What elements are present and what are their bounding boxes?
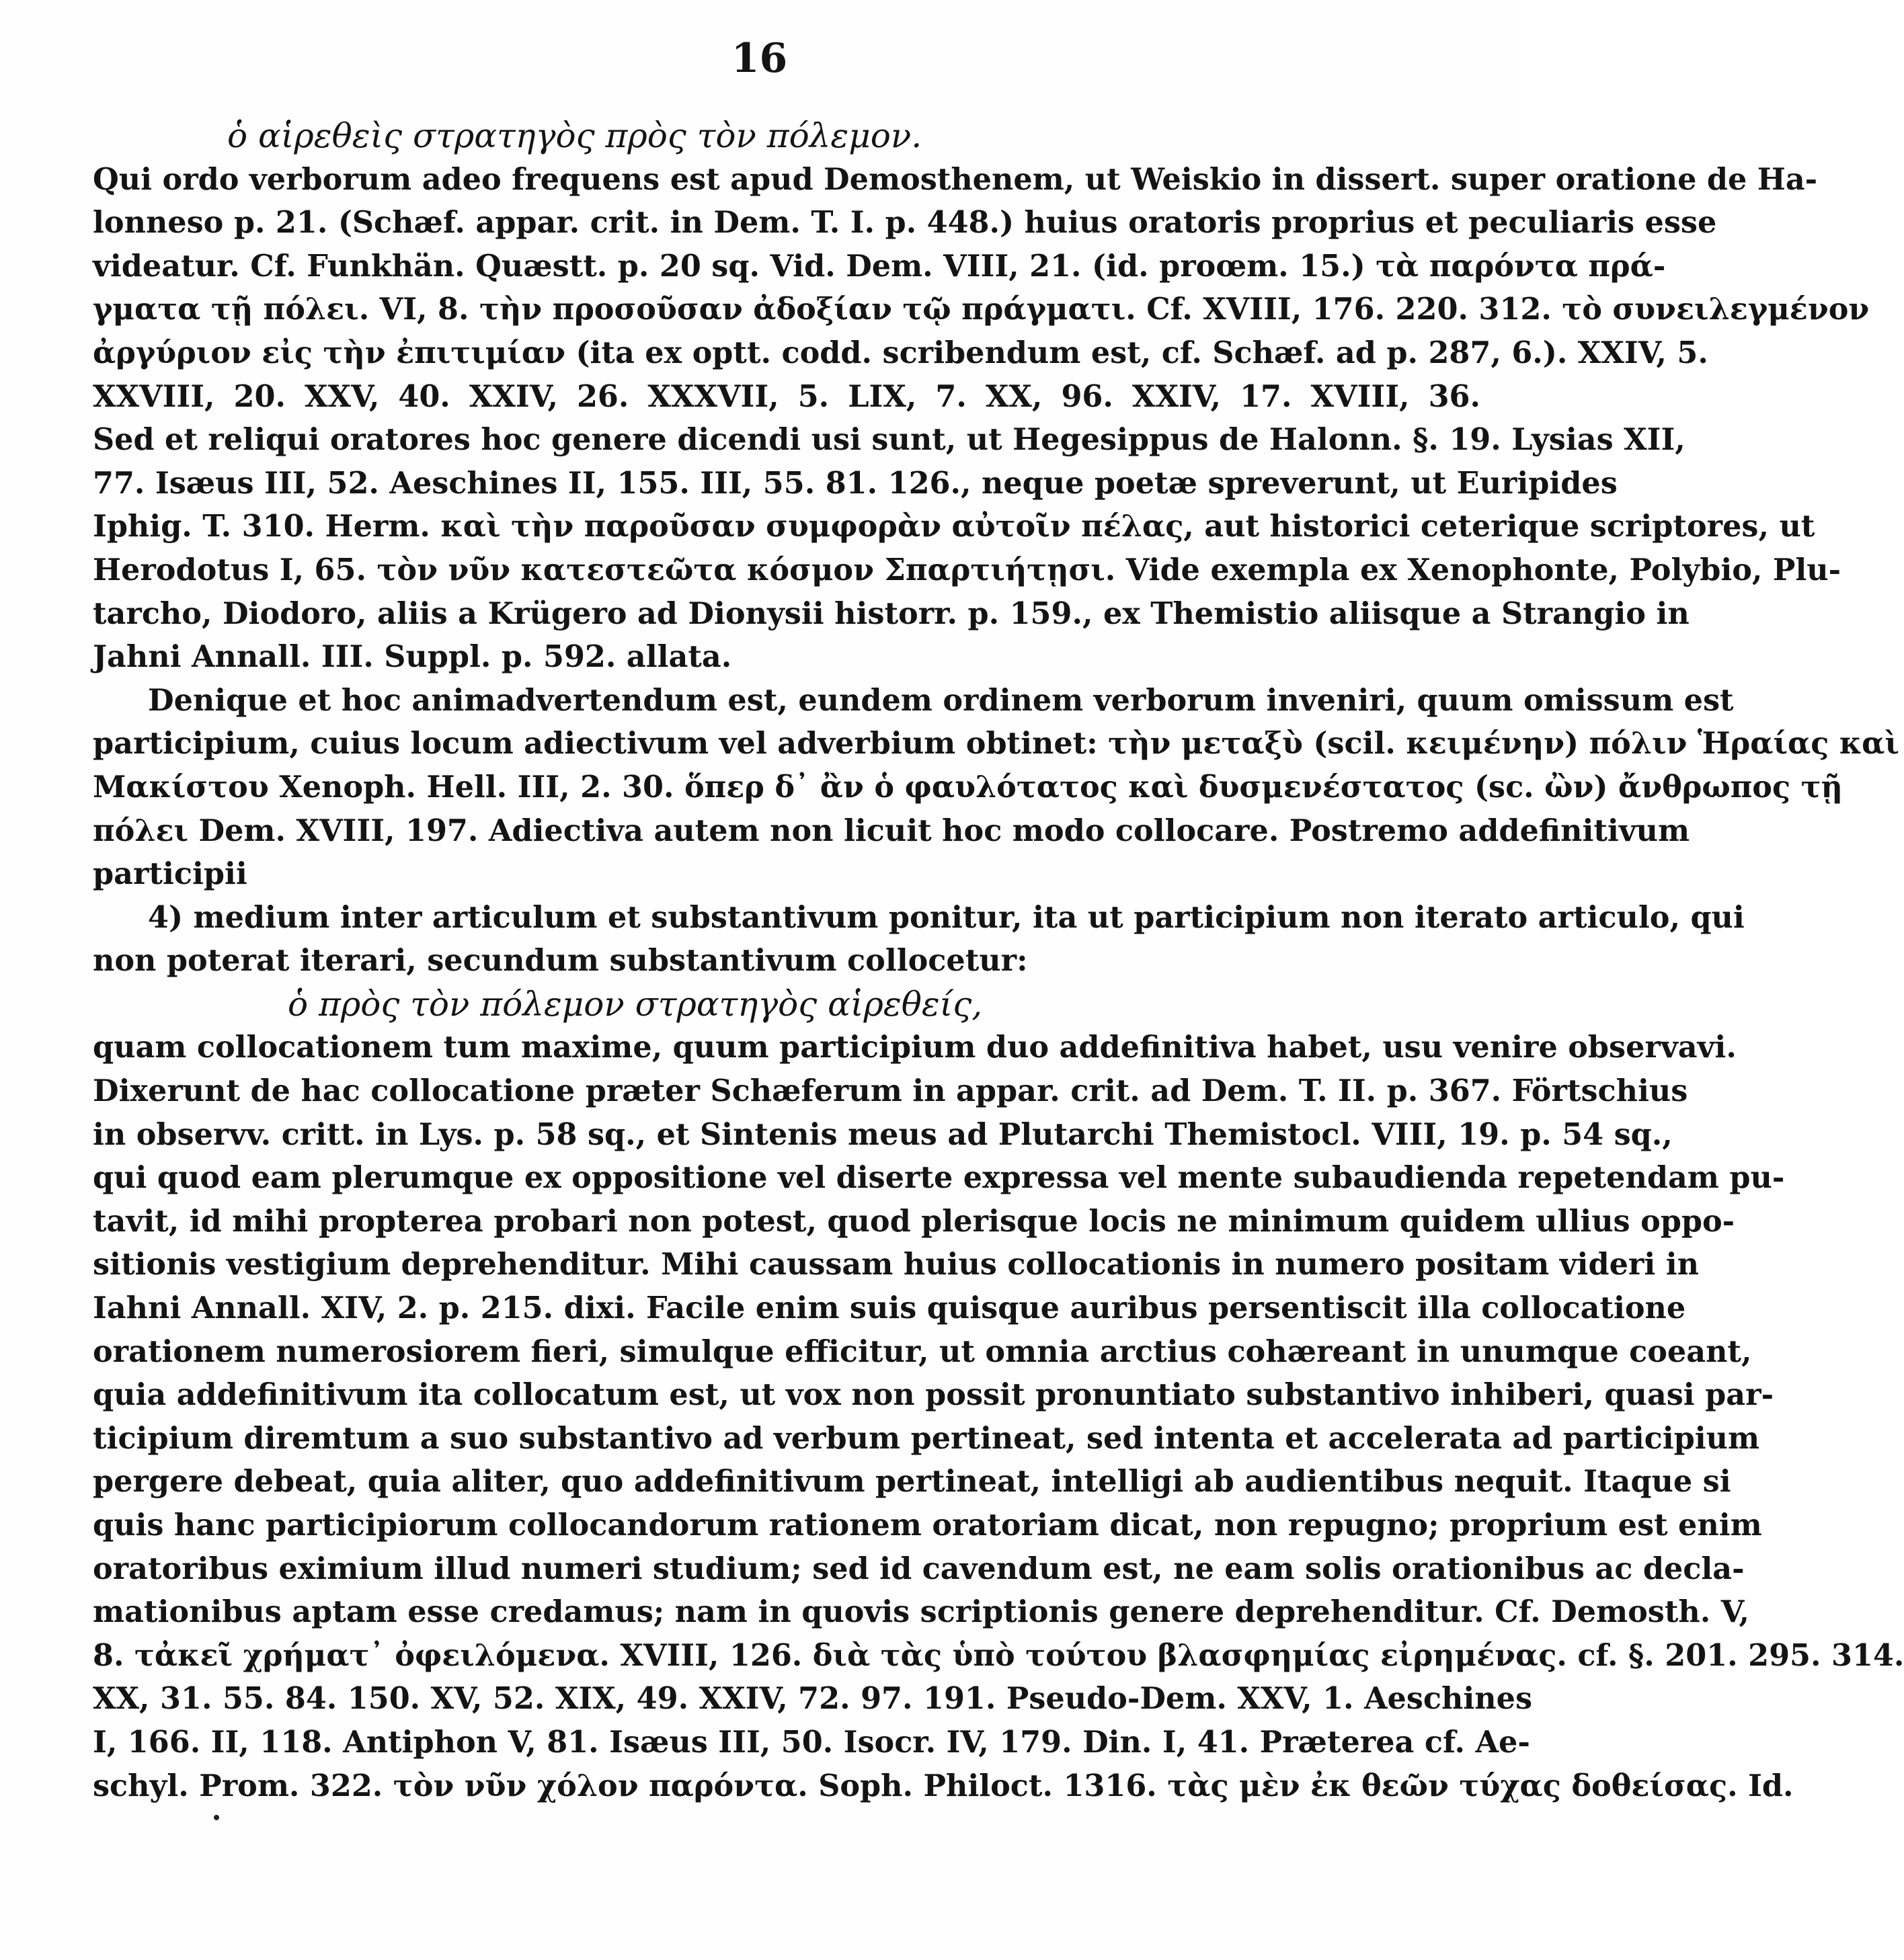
- text-line: sitionis vestigium deprehenditur. Mihi caussam huius collocationis in numero positam videri in: [93, 1247, 1699, 1282]
- text-line: ὁ αἱρεθεὶς στρατηγὸς πρὸς τὸν πόλεμον.: [227, 116, 922, 155]
- text-line: ticipium diremtum a suo substantivo ad verbum pertineat, sed intenta et accelerata ad participium: [93, 1420, 1760, 1456]
- ink-dot: [214, 1815, 219, 1820]
- text-line: γματα τῇ πόλει. VI, 8. τὴν προσοῦσαν ἀδοξίαν τῷ πράγματι. Cf. XVIII, 176. 220. 312. τὸ συνειλεγμένον: [93, 292, 1870, 327]
- text-line: non poterat iterari, secundum substantivum collocetur:: [93, 943, 1028, 979]
- text-line: pergere debeat, quia aliter, quo addefinitivum pertineat, intelligi ab audientibus nequit. Itaque si: [93, 1464, 1731, 1500]
- text-line: participium, cuius locum adiectivum vel adverbium obtinet: τὴν μεταξὺ (scil. κειμένην) πόλιν Ἡραίας καὶ: [93, 726, 1899, 762]
- text-line: videatur. Cf. Funkhän. Quæstt. p. 20 sq. Vid. Dem. VIII, 21. (id. proœm. 15.) τὰ παρόντα πρά-: [93, 248, 1666, 284]
- text-line: Μακίστου Xenoph. Hell. III, 2. 30. ὅπερ δ᾽ ἂν ὁ φαυλότατος καὶ δυσμενέστατος (sc. ὢν) ἄνθρωπος τῇ: [93, 769, 1843, 805]
- page-number: 16: [731, 35, 788, 82]
- text-line: 4) medium inter articulum et substantivum ponitur, ita ut participium non iterato articulo, qui: [148, 899, 1745, 935]
- text-line: Iphig. T. 310. Herm. καὶ τὴν παροῦσαν συμφορὰν αὐτοῖν πέλας, aut historici ceterique scriptores, ut: [93, 509, 1815, 544]
- text-line: Qui ordo verborum adeo frequens est apud Demosthenem, ut Weiskio in dissert. super oratione de Ha-: [93, 161, 1818, 197]
- text-line: in observv. critt. in Lys. p. 58 sq., et Sintenis meus ad Plutarchi Themistocl. VIII, 19. p. 54 sq.,: [93, 1116, 1673, 1152]
- text-line: XXVIII, 20. XXV, 40. XXIV, 26. XXXVII, 5. LIX, 7. XX, 96. XXIV, 17. XVIII, 36.: [93, 378, 1480, 414]
- text-line: tarcho, Diodoro, aliis a Krügero ad Dionysii historr. p. 159., ex Themistio aliisque a Strangio in: [93, 596, 1690, 631]
- body-text: [93, 114, 1904, 1807]
- text-line: qui quod eam plerumque ex oppositione vel diserte expressa vel mente subaudienda repetendam pu-: [93, 1160, 1785, 1196]
- text-line: 8. τἀκεῖ χρήματ᾽ ὀφειλόμενα. XVIII, 126. διὰ τὰς ὑπὸ τούτου βλασφημίας εἰρημένας. cf. §. 201. 295. 314.: [93, 1637, 1904, 1673]
- text-line: πόλει Dem. XVIII, 197. Adiectiva autem non licuit hoc modo collocare. Postremo addefinitivum: [93, 813, 1690, 848]
- text-line: 77. Isæus III, 52. Aeschines II, 155. III, 55. 81. 126., neque poetæ spreverunt, ut Euripides: [93, 465, 1618, 501]
- text-line: Sed et reliqui oratores hoc genere dicendi usi sunt, ut Hegesippus de Halonn. §. 19. Lysias XII,: [93, 422, 1685, 458]
- text-line: Dixerunt de hac collocatione præter Schæferum in appar. crit. ad Dem. T. II. p. 367. Förtschius: [93, 1073, 1688, 1109]
- text-line: schyl. Prom. 322. τὸν νῦν χόλον παρόντα. Soph. Philoct. 1316. τὰς μὲν ἐκ θεῶν τύχας δοθείσας. Id.: [93, 1768, 1794, 1803]
- text-line: Jahni Annall. III. Suppl. p. 592. allata.: [93, 639, 732, 675]
- text-line: lonneso p. 21. (Schæf. appar. crit. in Dem. T. I. p. 448.) huius oratoris proprius et peculiaris esse: [93, 205, 1717, 241]
- text-line: Herodotus I, 65. τὸν νῦν κατεστεῶτα κόσμον Σπαρτιήτῃσι. Vide exempla ex Xenophonte, Polybio, Plu-: [93, 552, 1841, 587]
- text-line: quis hanc participiorum collocandorum rationem oratoriam dicat, non repugno; proprium est enim: [93, 1508, 1762, 1543]
- text-line: participii: [93, 856, 247, 892]
- text-line: ἀργύριον εἰς τὴν ἐπιτιμίαν (ita ex optt. codd. scribendum est, cf. Schæf. ad p. 287, 6.). XXIV, 5.: [93, 335, 1708, 370]
- text-line: Denique et hoc animadvertendum est, eundem ordinem verborum inveniri, quum omissum est: [148, 682, 1734, 718]
- text-line: quia addefinitivum ita collocatum est, ut vox non possit pronuntiato substantivo inhiberi, quasi par-: [93, 1377, 1774, 1413]
- text-line: Iahni Annall. XIV, 2. p. 215. dixi. Facile enim suis quisque auribus persentiscit illa collocatione: [93, 1291, 1686, 1326]
- example-phrase: ὁ πρὸς τὸν πόλεμον στρατηγὸς αἱρεθείς,: [288, 984, 983, 1024]
- text-line: quam collocationem tum maxime, quum participium duo addefinitiva habet, usu venire observavi.: [93, 1030, 1737, 1065]
- text-line: oratoribus eximium illud numeri studium; sed id cavendum est, ne eam solis orationibus ac decla-: [93, 1551, 1745, 1586]
- text-line: orationem numerosiorem fieri, simulque efficitur, ut omnia arctius cohæreant in unumque coeant,: [93, 1334, 1752, 1369]
- text-line: I, 166. II, 118. Antiphon V, 81. Isæus III, 50. Isocr. IV, 179. Din. I, 41. Præterea cf. Ae-: [93, 1724, 1530, 1760]
- text-line: mationibus aptam esse credamus; nam in quovis scriptionis genere deprehenditur. Cf. Demosth. V,: [93, 1594, 1749, 1630]
- text-line: XX, 31. 55. 84. 150. XV, 52. XIX, 49. XXIV, 72. 97. 191. Pseudo-Dem. XXV, 1. Aeschines: [93, 1681, 1532, 1717]
- text-line: tavit, id mihi propterea probari non potest, quod plerisque locis ne minimum quidem ullius oppo-: [93, 1203, 1735, 1239]
